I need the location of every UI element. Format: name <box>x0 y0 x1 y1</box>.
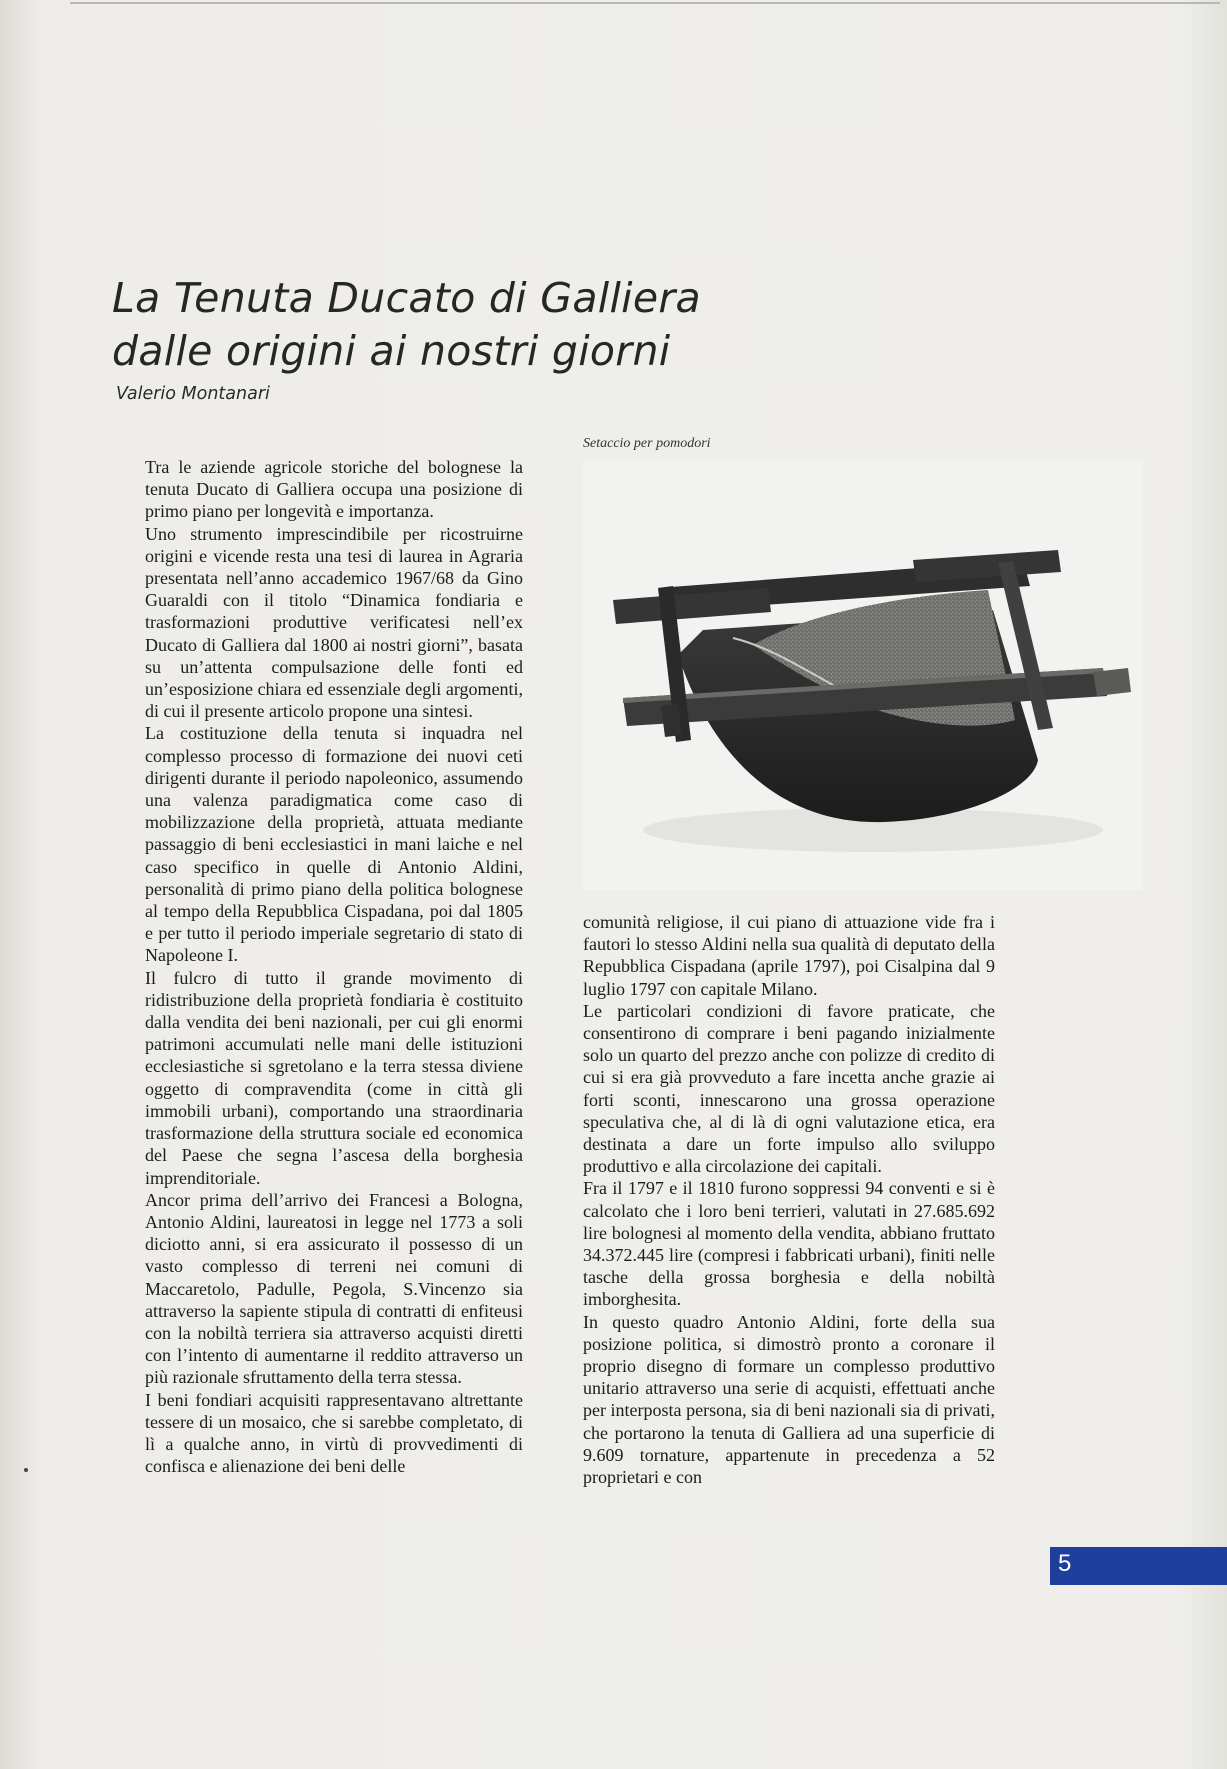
article-title <box>112 272 701 378</box>
title-line-2: dalle origini ai nostri giorni <box>112 327 671 375</box>
sieve-illustration <box>583 460 1143 890</box>
title-line-1: La Tenuta Ducato di Galliera <box>112 274 701 322</box>
paragraph: Tra le aziende agricole storiche del bolognese la tenuta Ducato di Galliera occupa una posizione di primo piano per longevità e importanza. <box>145 457 523 522</box>
body-column-left <box>145 456 523 1477</box>
body-column-right <box>583 911 995 1488</box>
sieve-photo <box>583 460 1143 890</box>
paragraph: Il fulcro di tutto il grande movimento di ridistribuzione della proprietà fondiaria è costituito dalla vendita dei beni nazionali, per cui gli enormi patrimoni accumulati nelle mani delle istituzioni ecclesiastiche si sgretolano e la terra stessa diviene oggetto di compravendita (come in città gli immobili urbani), comportando una straordinaria trasformazione della struttura sociale ed economica del Paese che segna l’ascesa della borghesia imprenditoriale. <box>145 967 523 1188</box>
paragraph: comunità religiose, il cui piano di attuazione vide fra i fautori lo stesso Aldini nella sua qualità di deputato della Repubblica Cispadana (aprile 1797), poi Cisalpina dal 9 luglio 1797 con capitale Milano. <box>583 912 995 999</box>
page-number: 5 <box>1058 1550 1072 1577</box>
paragraph: Fra il 1797 e il 1810 furono soppressi 94 conventi e si è calcolato che i loro beni terrieri, valutati in 27.685.692 lire bolognesi al momento della vendita, abbiano fruttato 34.372.445 lire (compresi i fabbricati urbani), finiti nelle tasche della grossa borghesia e della nobiltà imborghesita. <box>583 1178 995 1310</box>
paragraph: Uno strumento imprescindibile per ricostruirne origini e vicende resta una tesi di laurea in Agraria presentata nell’anno accademico 1967/68 da Gino Guaraldi con il titolo “Dinamica fondiaria e trasformazioni produttive verificatesi nell’ex Ducato di Galliera dal 1800 ai nostri giorni”, basata su un’attenta compulsazione delle fonti ed un’esposizione chiara ed essenziale degli argomenti, di cui il presente articolo propone una sintesi. <box>145 523 523 722</box>
paragraph: La costituzione della tenuta si inquadra nel complesso processo di formazione dei nuovi ceti dirigenti durante il periodo napoleonico, assumendo una valenza paradigmatica come caso di mobilizzazione della proprietà, attuata mediante passaggio di beni ecclesiastici in mani laiche e nel caso specifico in quelle di Antonio Aldini, personalità di primo piano della politica bolognese al tempo della Repubblica Cispadana, poi dal 1805 e per tutto il periodo imperiale segretario di stato di Napoleone I. <box>145 723 523 966</box>
paragraph: Le particolari condizioni di favore praticate, che consentirono di comprare i beni pagando inizialmente solo un quarto del prezzo anche con polizze di credito di cui si era già provveduto a fare incetta anche grazie ai forti sconti, innescarono una grossa operazione speculativa che, al di là di ogni valutazione etica, era destinata a dare un forte impulso allo sviluppo produttivo e alla circolazione dei capitali. <box>583 1000 995 1177</box>
top-divider <box>70 2 1220 4</box>
page-number-tab <box>1050 1547 1227 1585</box>
paragraph: In questo quadro Antonio Aldini, forte della sua posizione politica, si dimostrò pronto a coronare il proprio disegno di formare un complesso produttivo unitario attraverso una serie di acquisti, effettuati anche per interposta persona, sia di beni nazionali sia di privati, che portarono la tenuta di Galliera ad una superficie di 9.609 tornature, appartenute in precedenza a 52 proprietari e con <box>583 1311 995 1488</box>
figure-caption: Setaccio per pomodori <box>583 436 711 451</box>
paragraph: Ancor prima dell’arrivo dei Francesi a Bologna, Antonio Aldini, laureatosi in legge nel 1773 a soli diciotto anni, si era assicurato il possesso di un vasto complesso di terreni nei comuni di Maccaretolo, Padulle, Pegola, S.Vincenzo sia attraverso la sapiente stipula di contratti di enfiteusi con la nobiltà terriera sia attraverso acquisti diretti con l’intento di aumentarne il reddito attraverso un più razionale sfruttamento della terra stessa. <box>145 1189 523 1388</box>
margin-mark <box>24 1468 28 1472</box>
paragraph: I beni fondiari acquisiti rappresentavano altrettante tessere di un mosaico, che si sarebbe completato, di lì a qualche anno, in virtù di provvedimenti di confisca e alienazione dei beni delle <box>145 1389 523 1477</box>
author-name: Valerio Montanari <box>116 384 270 404</box>
